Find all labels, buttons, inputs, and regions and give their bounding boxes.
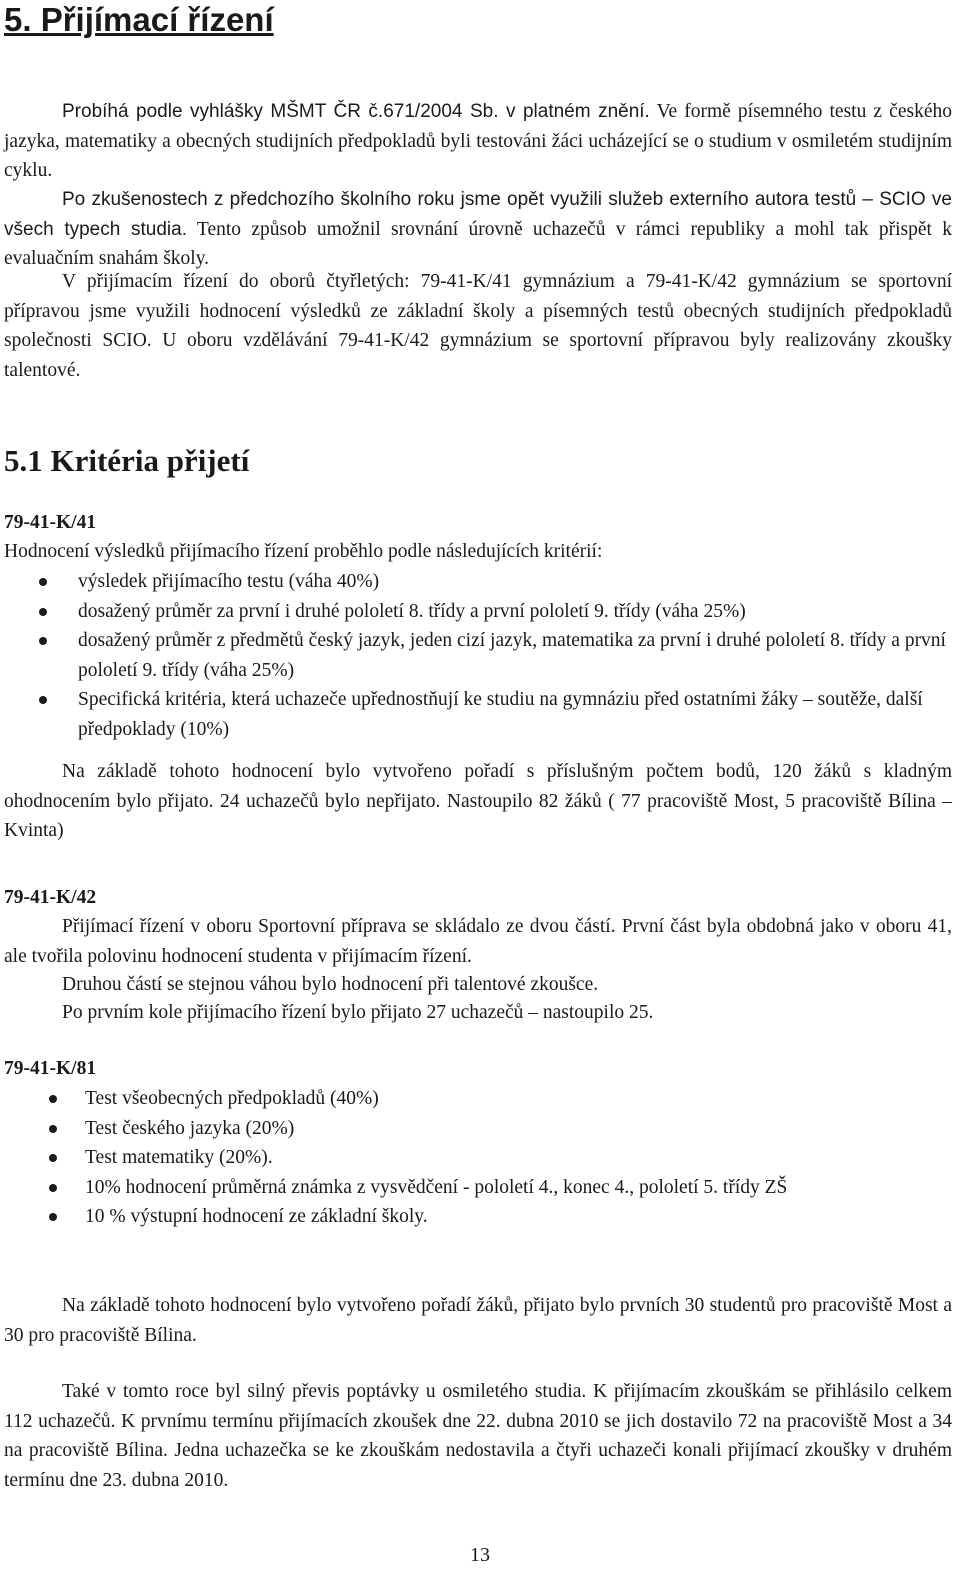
- intro-scio-text: Po zkušenostech z předchozího školního roku jsme opět využili služeb externího autora testů – SCIO ve všech typech studia.: [4, 189, 952, 240]
- program-code-81: 79-41-K/81: [4, 1058, 97, 1079]
- page-title: 5. Přijímací řízení: [4, 1, 274, 38]
- result-paragraph-41: Na základě tohoto hodnocení bylo vytvořeno pořadí s příslušným počtem bodů, 120 žáků s kladným ohodnocením bylo přijato. 24 uchazečů bylo nepřijato. Nastoupilo 82 žáků ( 77 pracoviště Most, 5 pracoviště Bílina – Kvinta): [4, 761, 952, 841]
- list-item: Test matematiky (20%).: [4, 1143, 952, 1173]
- intro-paragraph-2: [4, 185, 952, 274]
- program-code-42: 79-41-K/42: [4, 887, 97, 908]
- list-item: 10% hodnocení průměrná známka z vysvědčení - pololetí 4., konec 4., pololetí 5. třídy ZŠ: [4, 1173, 952, 1203]
- intro-paragraph-1: [4, 97, 952, 186]
- result-paragraph-81: Na základě tohoto hodnocení bylo vytvořeno pořadí žáků, přijato bylo prvních 30 studentů pro pracoviště Most a 30 pro pracoviště Bílina.: [4, 1295, 952, 1346]
- k42-paragraph-2: Druhou částí se stejnou váhou bylo hodnocení při talentové zkoušce.: [62, 974, 599, 995]
- list-item: 10 % výstupní hodnocení ze základní školy.: [4, 1202, 952, 1232]
- intro-paragraph-3: V přijímacím řízení do oborů čtyřletých: 79-41-K/41 gymnázium a 79-41-K/42 gymnázium se sportovní přípravou jsme využili hodnocení výsledků ze základní školy a písemných testů obecných studijních předpokladů společnosti SCIO. U oboru vzdělávání 79-41-K/42 gymnázium se sportovní přípravou byly realizovány zkoušky talentové.: [4, 271, 952, 381]
- page-number: 13: [470, 1544, 490, 1566]
- intro-decree-text: Probíhá podle vyhlášky MŠMT ČR č.671/2004 Sb. v platném znění.: [62, 101, 650, 122]
- criteria-list-81: [4, 1084, 952, 1232]
- criteria-list-41: [4, 567, 952, 744]
- k42-paragraph-1: Přijímací řízení v oboru Sportovní příprava se skládalo ze dvou částí. První část byla obdobná jako v oboru 41, ale tvořila polovinu hodnocení studenta v přijímacím řízení.: [4, 916, 952, 967]
- list-item: Test českého jazyka (20%): [4, 1114, 952, 1144]
- list-item: dosažený průměr za první i druhé pololetí 8. třídy a první pololetí 9. třídy (váha 25%): [4, 597, 952, 627]
- criteria-lead: Hodnocení výsledků přijímacího řízení proběhlo podle následujících kritérií:: [4, 541, 603, 562]
- demand-paragraph: Také v tomto roce byl silný převis poptávky u osmiletého studia. K přijímacím zkouškám se přihlásilo celkem 112 uchazečů. K prvnímu termínu přijímacích zkoušek dne 22. dubna 2010 se jich dostavilo 72 na pracoviště Most a 34 na pracoviště Bílina. Jedna uchazečka se ke zkouškám nedostavila a čtyři uchazeči konali přijímací zkoušky v druhém termínu dne 23. dubna 2010.: [4, 1381, 952, 1491]
- program-code-41: 79-41-K/41: [4, 512, 97, 533]
- section-heading-criteria: 5.1 Kritéria přijetí: [4, 443, 250, 478]
- list-item: dosažený průměr z předmětů český jazyk, jeden cizí jazyk, matematika za první i druhé pololetí 8. třídy a první pololetí 9. třídy (váha 25%): [4, 626, 952, 685]
- list-item: Test všeobecných předpokladů (40%): [4, 1084, 952, 1114]
- k42-paragraph-3: Po prvním kole přijímacího řízení bylo přijato 27 uchazečů – nastoupilo 25.: [62, 1002, 654, 1023]
- intro-comparison-text: Tento způsob umožnil srovnání úrovně uchazečů v rámci republiky a mohl tak přispět k evaluačním snahám školy.: [4, 218, 953, 269]
- list-item: výsledek přijímacího testu (váha 40%): [4, 567, 952, 597]
- list-item: Specifická kritéria, která uchazeče upřednostňují ke studiu na gymnáziu před ostatními žáky – soutěže, další předpoklady (10%): [4, 685, 952, 744]
- intro-tests-text: Ve formě písemného testu z českého jazyka, matematiky a obecných studijních předpokladů byli testováni žáci ucházející se o studium v osmiletém studijním cyklu.: [4, 101, 952, 181]
